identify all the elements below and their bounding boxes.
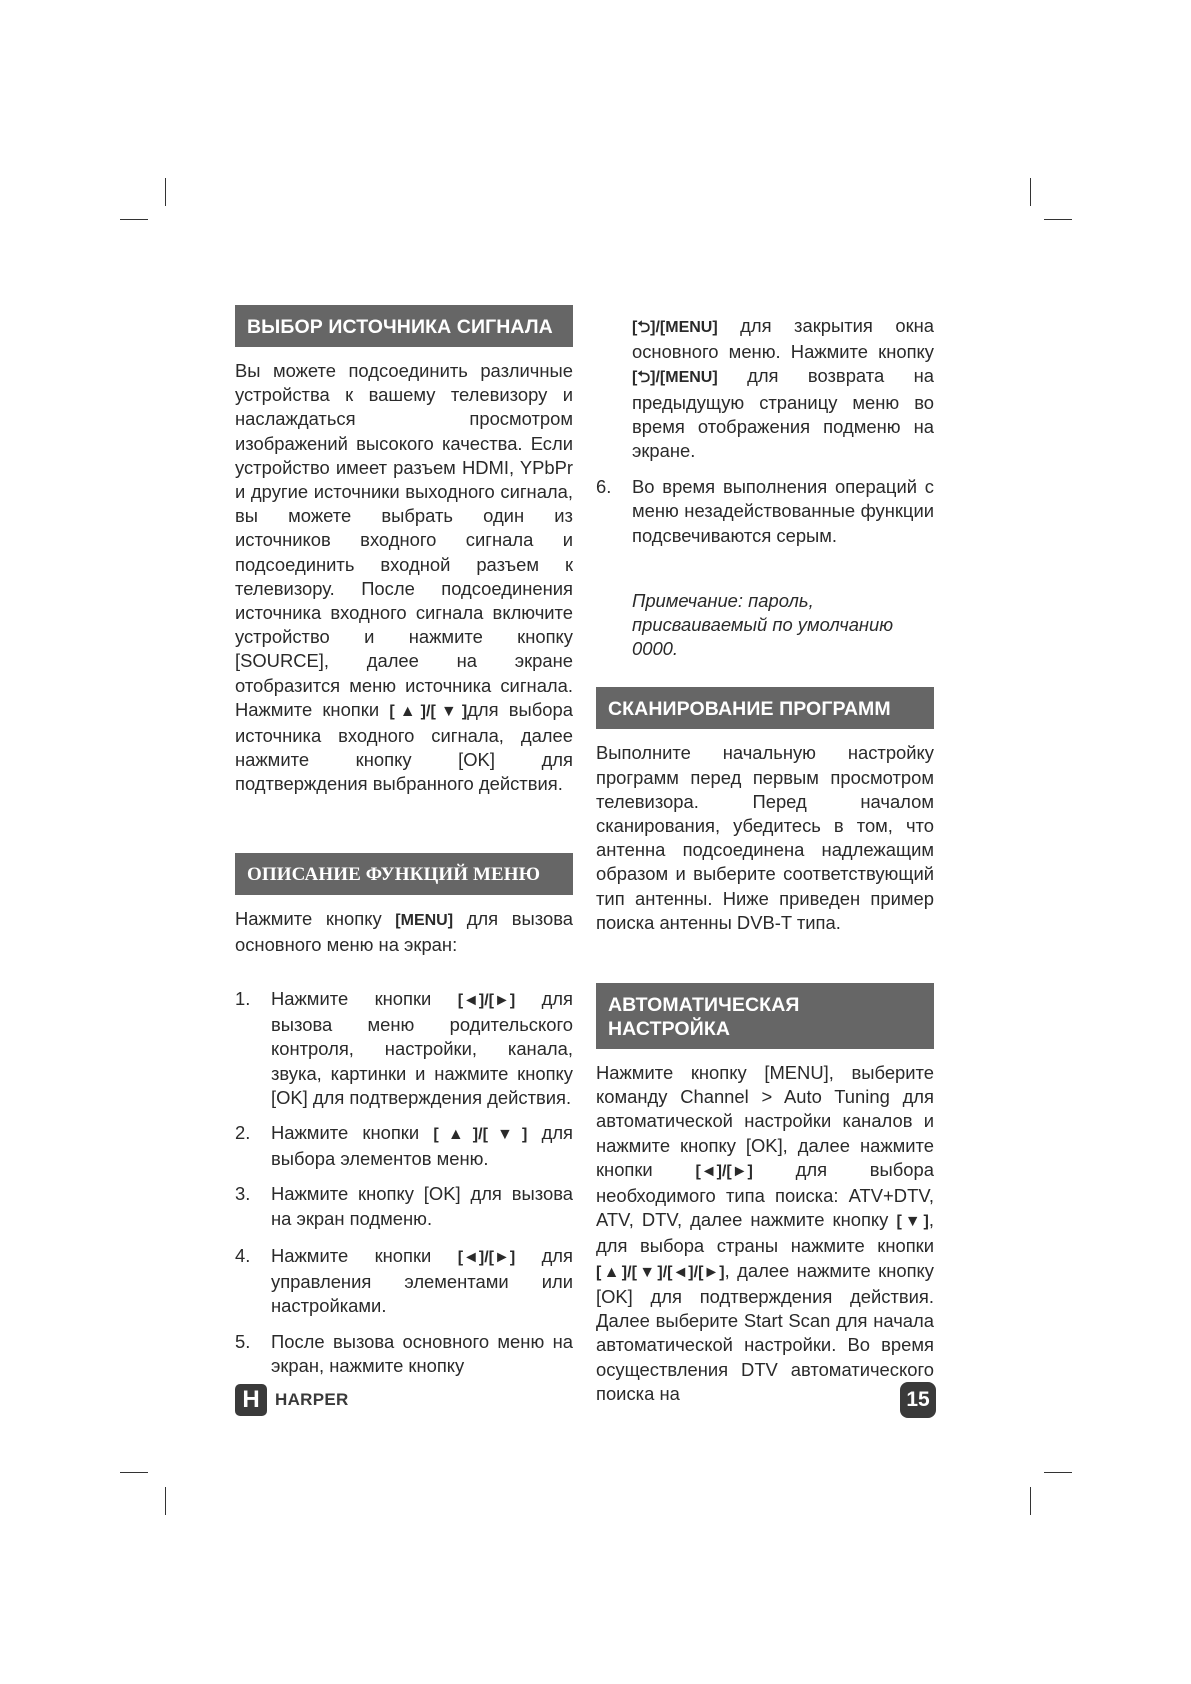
list-item: 2. Нажмите кнопки [▲]/[▼] для выбора элементов меню. <box>235 1122 574 1170</box>
crop-mark <box>165 1487 166 1515</box>
crop-mark <box>1044 1472 1072 1473</box>
crop-mark <box>1030 178 1031 206</box>
section-heading-menu: ОПИСАНИЕ ФУНКЦИЙ МЕНЮ <box>235 853 573 895</box>
menu-intro: Нажмите кнопку [MENU] для вызова основного меню на экран: <box>235 907 573 955</box>
scan-paragraph: Выполните начальную настройку программ перед первым просмотром телевизора. Перед началом сканирования, убедитесь в том, что антенна подсоединена надлежащим образом и выберите соответствующий тип антенны. Ниже приведен пример поиска антенны DVB-T типа. <box>596 742 934 933</box>
updown-keys: [▲]/[▼] <box>389 702 468 720</box>
section-heading-scan: СКАНИРОВАНИЕ ПРОГРАММ <box>596 687 934 729</box>
source-paragraph: Вы можете подсоединить различные устройства к вашему телевизору и наслаждаться просмотром изображений высокого качества. Если устройство имеет разъем HDMI, YPbPr и другие источники выходного сигнала, вы можете выбрать один из источников входного сигнала и подсоединить входной разъем к телевизору. После подсоединения источника входного сигнала включите устройство и нажмите кнопку [SOURCE], далее на экране отобразится меню источника сигнала. Нажмите кнопки [▲]/[▼]для выбора источника входного сигнала, далее нажмите кнопку [OK] для подтверждения выбранного действия. <box>235 360 573 795</box>
list-item: 4. Нажмите кнопки [◄]/[►] для управления элементами или настройками. <box>235 1244 573 1317</box>
list-item: 5. После вызова основного меню на экран, нажмите кнопку <box>235 1330 573 1376</box>
menu-key: [MENU] <box>395 911 454 929</box>
menu-steps <box>235 987 573 1380</box>
list-item: 3. Нажмите кнопку [OK] для вызова на экран подменю. <box>235 1183 573 1229</box>
autotune-paragraph: Нажмите кнопку [MENU], выберите команду Channel > Auto Tuning для автоматической настройки каналов и нажмите кнопку [OK], далее нажмите кнопки [◄]/[►] для выбора необходимого типа поиска: ATV+DTV, ATV, DTV, далее нажмите кнопку [▼], для выбора страны нажмите кнопки [▲]/[▼]/[◄]/[►], далее нажмите кнопку [OK] для подтверждения действия. Далее выберите Start Scan для начала автоматической настройки. Во время осуществления DTV автоматического поиска на <box>596 1062 934 1404</box>
menu-steps-continued <box>596 475 934 548</box>
list-item: 6. Во время выполнения операций с меню незадействованные функции подсвечиваются серым. <box>596 476 934 546</box>
logo-icon: H <box>235 1384 267 1416</box>
right-column <box>596 314 934 1406</box>
step5-continued: [⮌]/[MENU] для закрытия окна основного меню. Нажмите кнопку [⮌]/[MENU] для возврата на предыдущую страницу меню во время отображения подменю на экране. <box>632 315 934 462</box>
harper-logo <box>235 1384 349 1416</box>
password-note: Примечание: пароль, присваиваемый по умолчанию 0000. <box>632 589 894 660</box>
crop-mark <box>1044 219 1072 220</box>
brand-name: HARPER <box>275 1390 349 1409</box>
section-heading-autotune: АВТОМАТИЧЕСКАЯ НАСТРОЙКА <box>596 983 934 1049</box>
crop-mark <box>120 219 148 220</box>
crop-mark <box>120 1472 148 1473</box>
section-heading-source: ВЫБОР ИСТОЧНИКА СИГНАЛА <box>235 305 573 347</box>
page-number: 15 <box>900 1382 936 1418</box>
crop-mark <box>165 178 166 206</box>
left-column <box>235 305 573 1391</box>
list-item: 1. Нажмите кнопки [◄]/[►] для вызова меню родительского контроля, настройки, канала, звука, картинки и нажмите кнопку [OK] для подтверждения действия. <box>235 988 573 1108</box>
crop-mark <box>1030 1487 1031 1515</box>
